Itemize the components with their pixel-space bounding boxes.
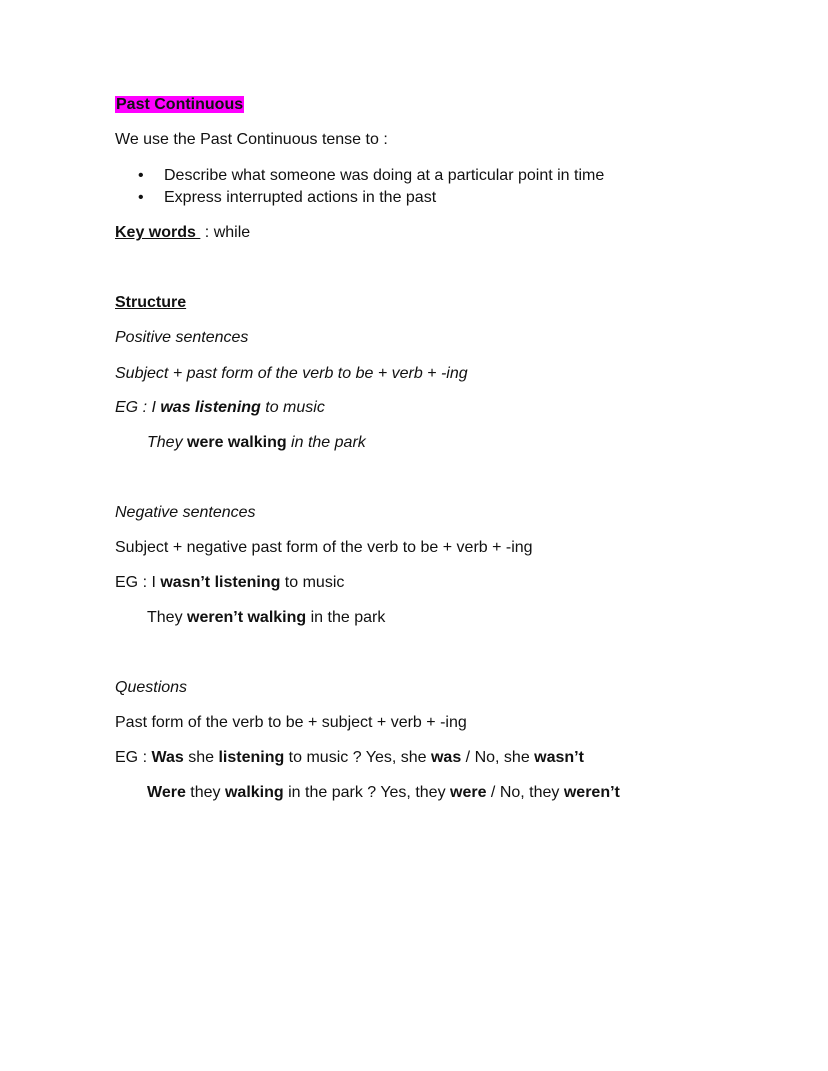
text-segment: Negative sentences xyxy=(115,504,256,521)
bold-segment: weren’t walking xyxy=(187,609,307,626)
text-segment: / No, they xyxy=(486,784,564,801)
bold-segment: were xyxy=(450,784,487,801)
bullet-icon: • xyxy=(138,167,144,184)
key-words-label: Key words xyxy=(115,224,201,241)
text-segment: they xyxy=(185,784,225,801)
text-segment: to music xyxy=(280,574,345,591)
key-words-line xyxy=(115,223,250,243)
bold-segment: wasn’t listening xyxy=(160,574,281,591)
bold-segment: listening xyxy=(218,749,285,766)
structure-heading: Structure xyxy=(115,294,187,311)
key-words-value: : while xyxy=(200,224,251,241)
text-segment: EG : I xyxy=(115,399,161,416)
bold-segment: Were xyxy=(147,784,186,801)
text-segment: Questions xyxy=(115,679,188,696)
text-segment: Positive sentences xyxy=(115,329,249,346)
structure-line xyxy=(147,433,366,453)
text-segment: EG : I xyxy=(115,574,161,591)
structure-line xyxy=(115,538,533,558)
structure-line xyxy=(147,783,620,803)
structure-line xyxy=(115,573,344,593)
text-segment: Subject + negative past form of the verb to be + verb + -ing xyxy=(115,539,533,556)
bullet-icon: • xyxy=(138,189,144,206)
document-title-line xyxy=(115,95,244,115)
text-segment: / No, she xyxy=(461,749,535,766)
text-segment: she xyxy=(183,749,219,766)
bold-segment: walking xyxy=(224,784,284,801)
text-segment: in the park ? Yes, they xyxy=(283,784,451,801)
structure-line xyxy=(115,748,584,768)
bold-segment: was xyxy=(430,749,462,766)
text-segment: EG : xyxy=(115,749,152,766)
bold-segment: weren’t xyxy=(563,784,620,801)
text-segment: They xyxy=(147,609,188,626)
bold-segment: wasn’t xyxy=(534,749,584,766)
bullet-item: Describe what someone was doing at a particular point in time xyxy=(164,167,605,184)
structure-line xyxy=(115,398,325,418)
structure-line xyxy=(115,328,248,348)
bold-segment: was listening xyxy=(160,399,261,416)
bold-segment: Was xyxy=(151,749,184,766)
text-segment: to music xyxy=(260,399,325,416)
structure-line xyxy=(115,713,467,733)
text-segment: in the park xyxy=(286,434,366,451)
text-segment: to music ? Yes, she xyxy=(284,749,431,766)
structure-line xyxy=(115,364,468,384)
text-segment: in the park xyxy=(306,609,386,626)
document-title: Past Continuous xyxy=(116,96,244,113)
bullet-item: Express interrupted actions in the past xyxy=(164,189,437,206)
intro-text: We use the Past Continuous tense to : xyxy=(115,131,388,148)
structure-line xyxy=(115,503,256,523)
structure-line xyxy=(147,608,385,628)
structure-heading-line xyxy=(115,293,186,313)
text-segment: They xyxy=(147,434,188,451)
bold-segment: were walking xyxy=(187,434,287,451)
text-segment: Past form of the verb to be + subject + verb + -ing xyxy=(115,714,467,731)
text-segment: Subject + past form of the verb to be + verb + -ing xyxy=(115,365,468,382)
structure-line xyxy=(115,678,187,698)
